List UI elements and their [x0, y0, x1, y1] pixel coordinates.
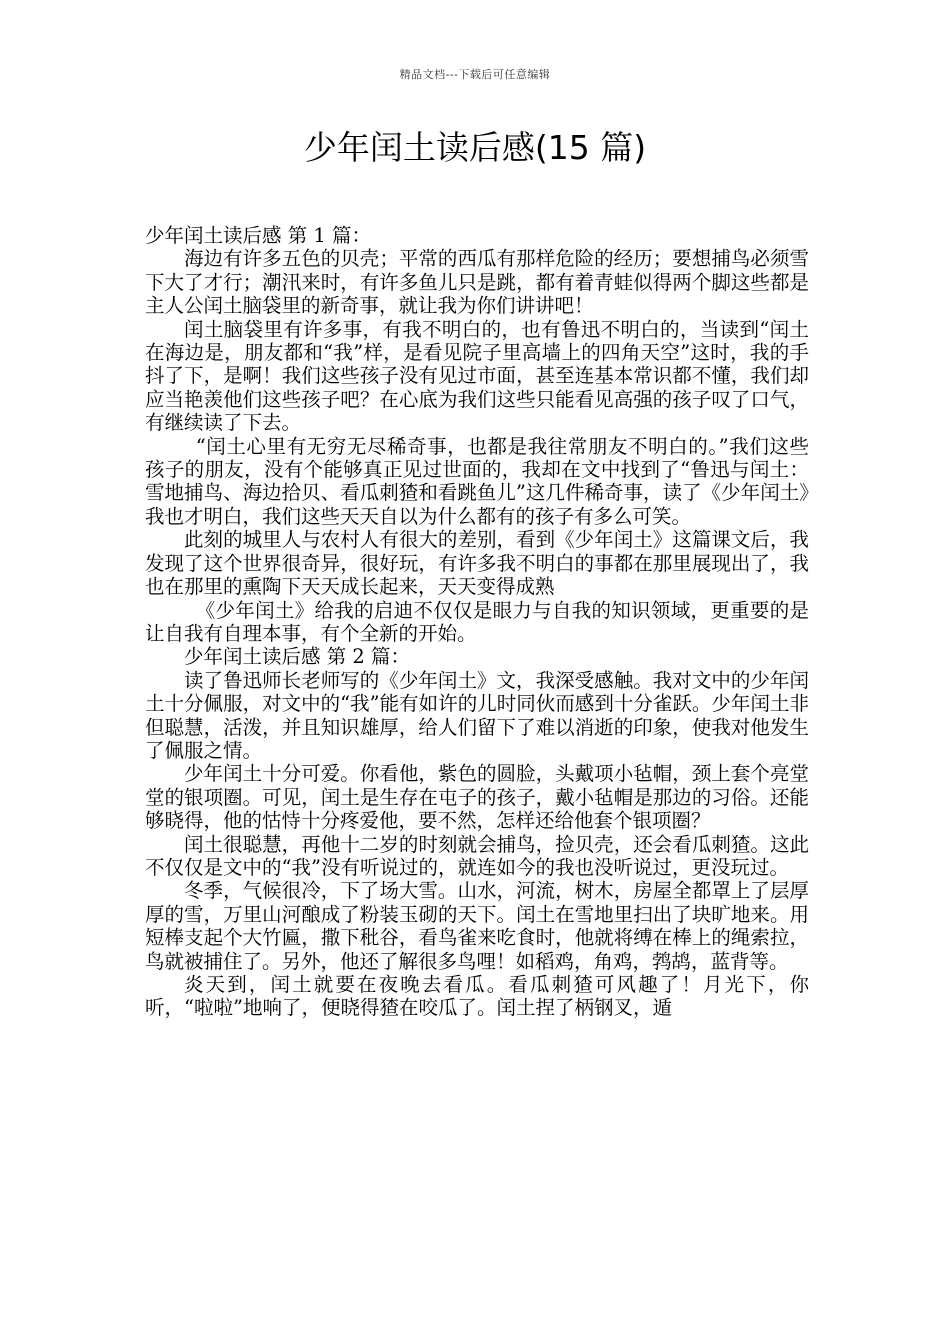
paragraph: 少年闰土十分可爱。你看他，紫色的圆脸，头戴项小毡帽，颈上套个亮堂堂的银项圈。可见，闰土是生存在屯子的孩子，戴小毡帽是那边的习俗。还能够晓得，他的怙恃十分疼爱他，要不然，怎样还给他套个银项圈？: [145, 762, 809, 833]
paragraph: 此刻的城里人与农村人有很大的差别，看到《少年闰土》这篇课文后，我发现了这个世界很奇异，很好玩，有许多我不明白的事都在那里展现出了，我也在那里的熏陶下天天成长起来，天天变得成熟: [145, 528, 809, 599]
paragraph: 冬季，气候很冷，下了场大雪。山水，河流，树木，房屋全都罩上了层厚厚的雪，万里山河酿成了粉装玉砌的天下。闰土在雪地里扫出了块旷地来。用短棒支起个大竹匾，撒下秕谷，看鸟雀来吃食时，他就将缚在棒上的绳索拉，鸟就被捕住了。另外，他还了解很多鸟哩！如稻鸡，角鸡，鹁鸪，蓝背等。: [145, 879, 809, 973]
section-heading-1: 少年闰土读后感 第 1 篇：: [145, 224, 372, 247]
paragraph: 读了鲁迅师长老师写的《少年闰土》文，我深受感触。我对文中的少年闰土十分佩服，对文中的“我”能有如许的儿时同伙而感到十分雀跃。少年闰土非但聪慧，活泼，并且知识雄厚，给人们留下了难以消逝的印象，使我对他发生了佩服之情。: [145, 668, 809, 762]
header-note: 精品文档---下载后可任意编辑: [399, 68, 551, 81]
paragraph: 海边有许多五色的贝壳；平常的西瓜有那样危险的经历；要想捕鸟必须雪下大了才行；潮汛来时，有许多鱼儿只是跳，都有着青蛙似得两个脚这些都是主人公闰土脑袋里的新奇事，就让我为你们讲讲吧！: [145, 247, 809, 318]
paragraph: “闰土心里有无穷无尽稀奇事，也都是我往常朋友不明白的。”我们这些孩子的朋友，没有个能够真正见过世面的，我却在文中找到了“鲁迅与闰土：雪地捕鸟、海边拾贝、看瓜刺猹和看跳鱼儿”这几件稀奇事，读了《少年闰土》我也才明白，我们这些天天自以为什么都有的孩子有多么可笑。: [145, 434, 809, 528]
section-heading-2: 少年闰土读后感 第 2 篇：: [184, 645, 411, 669]
paragraph: 闰土脑袋里有许多事，有我不明白的，也有鲁迅不明白的，当读到“闰土在海边是，朋友都和“我”样，是看见院子里高墙上的四角天空”这时，我的手抖了下，是啊！我们这些孩子没有见过市面，甚至连基本常识都不懂，我们却应当艳羡他们这些孩子吧？在心底为我们这些只能看见高强的孩子叹了口气，有继续读了下去。: [145, 317, 809, 435]
paragraph: 闰土很聪慧，再他十二岁的时刻就会捕鸟，捡贝壳，还会看瓜刺猹。这此不仅仅是文中的“我”没有听说过的，就连如今的我也没听说过，更没玩过。: [145, 832, 809, 879]
paragraph: 炎天到，闰土就要在夜晚去看瓜。看瓜刺猹可风趣了！月光下，你听，“啦啦”地响了，便晓得猹在咬瓜了。闰土捏了柄钢叉，遁: [145, 973, 809, 1020]
document-body: [145, 224, 809, 1020]
document-title: 少年闰土读后感(15 篇): [303, 128, 647, 167]
paragraph: 《少年闰土》给我的启迪不仅仅是眼力与自我的知识领域，更重要的是让自我有自理本事，有个全新的开始。: [145, 598, 809, 645]
